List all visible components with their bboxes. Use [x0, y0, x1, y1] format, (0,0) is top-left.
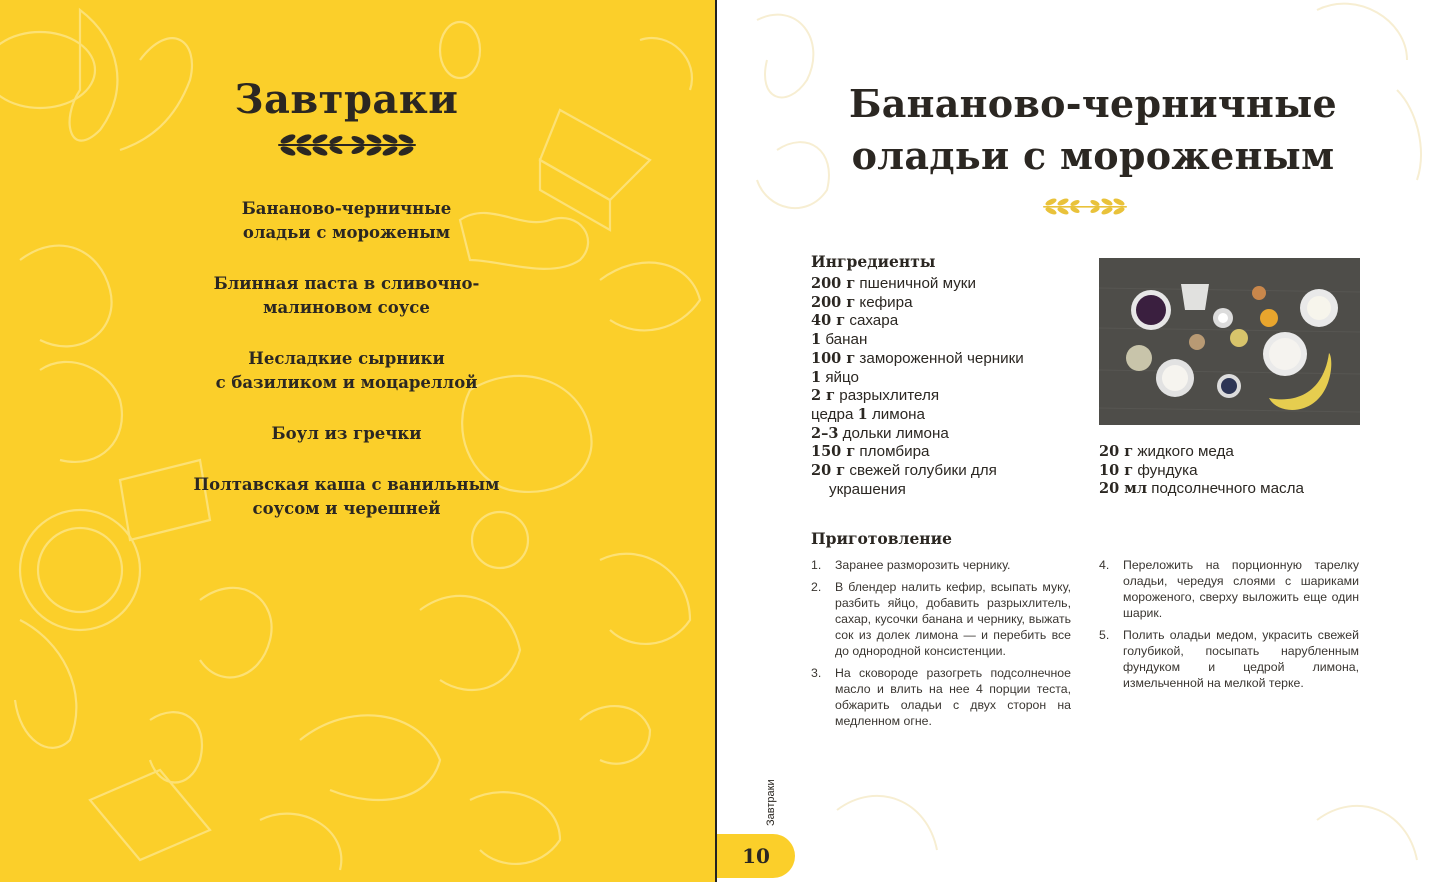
ingredient-quantity: 100 г — [811, 349, 856, 367]
step-number: 5. — [1099, 628, 1110, 642]
ingredient-quantity: 1 — [811, 368, 822, 386]
ingredient-quantity: 10 г — [1099, 461, 1134, 479]
ingredients-list-primary — [811, 275, 1024, 499]
ingredient-row — [1099, 443, 1359, 462]
ingredient-quantity: 20 мл — [1099, 480, 1148, 498]
ingredient-name: яйцо — [821, 368, 859, 386]
method-step — [1099, 627, 1359, 691]
ingredient-name: жидкого меда — [1133, 443, 1234, 460]
ingredient-quantity: 1 — [811, 331, 822, 349]
method-step — [1099, 557, 1359, 621]
method-heading: Приготовление — [811, 529, 953, 548]
ingredient-quantity: 20 г — [811, 462, 846, 480]
ingredient-quantity: 150 г — [811, 443, 856, 461]
ingredient-row — [1099, 480, 1359, 499]
ingredient-name: банан — [821, 331, 868, 349]
ingredient-row — [811, 369, 1021, 388]
step-text: Полить оладьи медом, украсить свежей голубикой, посыпать нарубленным фундуком и цедрой лимона, измельченной на мелкой терке. — [1123, 628, 1359, 690]
step-number: 2. — [811, 580, 822, 594]
ingredients-heading: Ингредиенты — [811, 252, 936, 271]
ingredients-photo — [1099, 258, 1360, 425]
ingredient-name: подсолнечного масла — [1147, 480, 1304, 498]
ingredient-quantity: 20 г — [1099, 443, 1134, 460]
ingredient-name: дольки лимона — [838, 424, 949, 442]
ingredient-name: фундука — [1133, 461, 1198, 479]
ingredient-row — [811, 406, 1021, 425]
ingredients-list-secondary — [1099, 443, 1359, 499]
method-steps-right — [1099, 557, 1359, 697]
ingredient-row — [811, 349, 1024, 369]
ingredient-row — [811, 425, 1021, 444]
ingredient-name: лимона — [867, 405, 926, 423]
toc-item[interactable]: Несладкие сырники с базиликом и моцареллой — [215, 349, 478, 392]
toc-item[interactable]: Бананово-черничные оладьи с мороженым — [241, 199, 452, 242]
ingredient-quantity: 2 г — [811, 387, 836, 405]
ingredient-row — [811, 443, 1021, 462]
step-number: 1. — [811, 558, 822, 572]
page-number: 10 — [742, 844, 770, 868]
ingredient-prefix: цедра — [811, 405, 858, 423]
table-of-contents — [0, 197, 693, 548]
right-page — [717, 0, 1431, 882]
ingredient-row — [811, 312, 1021, 331]
method-step — [811, 665, 1071, 729]
ingredient-row — [811, 275, 1021, 294]
ingredient-name: пломбира — [855, 443, 930, 461]
step-number: 3. — [811, 666, 822, 680]
method-step — [811, 579, 1071, 659]
ingredient-row — [811, 387, 1021, 406]
ingredient-quantity: 200 г — [811, 293, 856, 311]
ingredient-name: пшеничной муки — [855, 275, 976, 292]
toc-item[interactable]: Блинная паста в сливочно- малиновом соусе — [213, 274, 480, 317]
ingredient-row — [811, 462, 1021, 499]
toc-item[interactable]: Боул из гречки — [271, 424, 422, 443]
laurel-ornament-icon — [272, 128, 422, 162]
method-step — [811, 557, 1071, 573]
section-title: Завтраки — [234, 76, 459, 123]
ingredient-row — [811, 331, 1021, 350]
step-text: Заранее разморозить чернику. — [835, 558, 1011, 572]
ingredient-quantity: 200 г — [811, 275, 856, 292]
step-text: Переложить на порционную тарелку оладьи, чередуя слоями с шариками мороженого, сверху выложить еще один шарик. — [1123, 558, 1359, 620]
ingredient-quantity: 40 г — [811, 312, 846, 330]
toc-item[interactable]: Полтавская каша с ванильным соусом и черешней — [193, 475, 500, 518]
ingredient-name: разрыхлителя — [835, 387, 940, 405]
step-number: 4. — [1099, 558, 1110, 572]
step-text: На сковороде разогреть подсолнечное масло и влить на нее 4 порции теста, обжарить оладьи с двух сторон на медленном огне. — [835, 666, 1071, 728]
ingredient-row — [811, 294, 1021, 313]
ingredient-name: сахара — [845, 312, 899, 330]
ingredient-name: кефира — [855, 293, 913, 311]
recipe-title: Бананово-черничные оладьи с мороженым — [848, 81, 1338, 178]
ingredient-quantity: 1 — [857, 405, 868, 423]
ingredient-name: свежей голубики для украшения — [829, 462, 997, 498]
laurel-ornament-icon — [1039, 194, 1131, 220]
running-section-label: Завтраки — [765, 779, 777, 826]
step-text: В блендер налить кефир, всыпать муку, разбить яйцо, добавить разрыхлитель, сахар, кусочки банана и чернику, выжать сок из долек лимона — и перебить все до однородной консистенции. — [835, 580, 1071, 658]
ingredient-quantity: 2–3 — [811, 424, 839, 442]
ingredient-name: замороженной черники — [855, 349, 1024, 367]
ingredient-row — [1099, 462, 1359, 481]
method-steps-left — [811, 557, 1071, 735]
